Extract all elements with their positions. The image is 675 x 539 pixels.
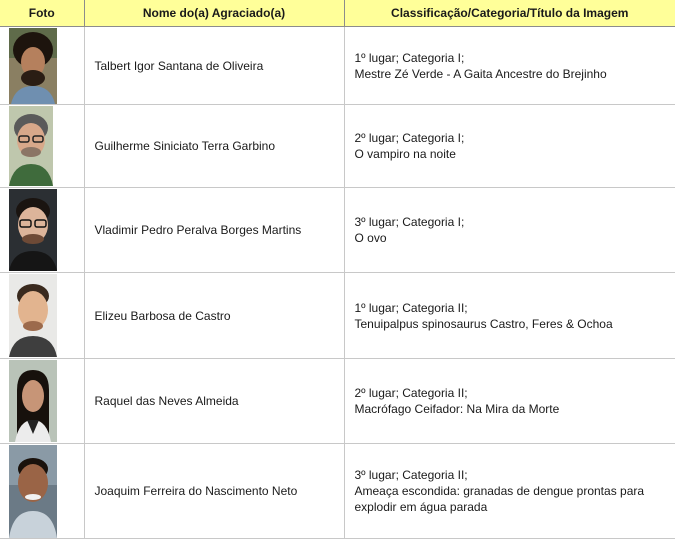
avatar (9, 106, 53, 186)
classification-line: 1º lugar; Categoria II; (355, 300, 675, 316)
photo-cell (0, 27, 84, 105)
photo-cell (0, 188, 84, 273)
avatar (9, 445, 57, 538)
image-title: O ovo (355, 230, 675, 246)
avatar (9, 189, 57, 271)
recipient-name: Joaquim Ferreira do Nascimento Neto (84, 444, 344, 539)
photo-cell (0, 105, 84, 188)
classification-cell (344, 359, 675, 444)
classification-cell (344, 444, 675, 539)
avatar (9, 28, 57, 104)
header-classification: Classificação/Categoria/Título da Imagem (344, 0, 675, 27)
classification-line: 2º lugar; Categoria I; (355, 130, 675, 146)
classification-line: 2º lugar; Categoria II; (355, 385, 675, 401)
image-title: Macrófago Ceifador: Na Mira da Morte (355, 401, 675, 417)
table-row (0, 188, 675, 273)
classification-cell (344, 27, 675, 105)
table-row (0, 359, 675, 444)
image-title: Ameaça escondida: granadas de dengue prontas para (355, 483, 675, 499)
table-row (0, 105, 675, 188)
table-row (0, 444, 675, 539)
recipient-name: Elizeu Barbosa de Castro (84, 273, 344, 359)
table-row (0, 27, 675, 105)
classification-line: 3º lugar; Categoria I; (355, 214, 675, 230)
classification-line: 3º lugar; Categoria II; (355, 467, 675, 483)
recipient-name: Guilherme Siniciato Terra Garbino (84, 105, 344, 188)
header-row (0, 0, 675, 27)
classification-cell (344, 105, 675, 188)
avatar (9, 360, 57, 442)
recipient-name: Talbert Igor Santana de Oliveira (84, 27, 344, 105)
classification-cell (344, 273, 675, 359)
header-name: Nome do(a) Agraciado(a) (84, 0, 344, 27)
recipient-name: Raquel das Neves Almeida (84, 359, 344, 444)
recipient-name: Vladimir Pedro Peralva Borges Martins (84, 188, 344, 273)
photo-cell (0, 273, 84, 359)
image-title: Mestre Zé Verde - A Gaita Ancestre do Brejinho (355, 66, 675, 82)
header-photo: Foto (0, 0, 84, 27)
table-row (0, 273, 675, 359)
classification-cell (344, 188, 675, 273)
photo-cell (0, 359, 84, 444)
avatar (9, 274, 57, 357)
image-title: O vampiro na noite (355, 146, 675, 162)
image-title-continued: explodir em água parada (355, 499, 675, 515)
photo-cell (0, 444, 84, 539)
classification-line: 1º lugar; Categoria I; (355, 50, 675, 66)
image-title: Tenuipalpus spinosaurus Castro, Feres & Ochoa (355, 316, 675, 332)
